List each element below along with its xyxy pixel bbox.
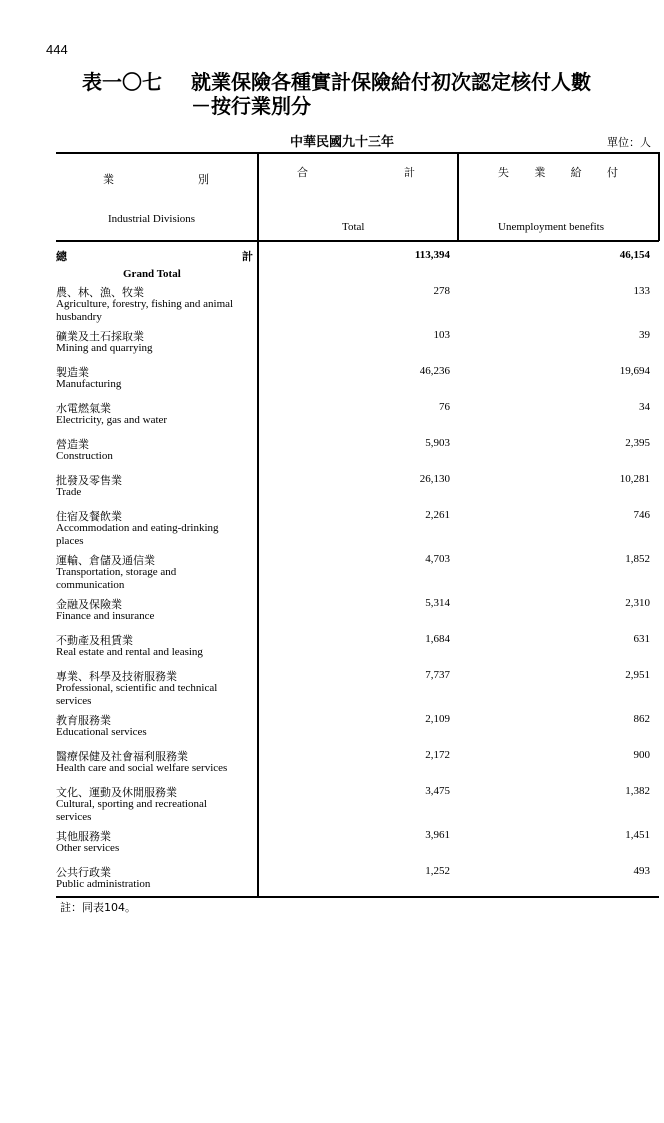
division-zh: 批發及零售業 [56,474,122,487]
division-zh: 製造業 [56,366,89,379]
unit-label: 單位：人 [607,136,651,149]
grand-total-unemployment: 46,154 [619,249,650,261]
division-en: Trade [56,486,82,498]
division-zh: 其他服務業 [56,830,111,843]
division-en: Agriculture, forestry, fishing and animal husbandry [56,298,234,323]
unemployment-value: 1,852 [625,553,650,565]
unemployment-value: 493 [633,865,650,877]
division-en: Electricity, gas and water [56,414,168,426]
header-unemployment-en: Unemployment benefits [498,221,605,233]
table-top-rule [56,152,659,154]
page-subtitle: －按行業別分 [191,94,311,118]
table-bottom-rule [56,896,659,898]
division-en: Mining and quarrying [56,342,153,354]
division-en: Transportation, storage and communication [56,566,177,591]
division-en: Construction [56,450,113,462]
unemployment-value: 39 [639,329,650,341]
unemployment-value: 19,694 [619,365,650,377]
unemployment-value: 34 [639,401,650,413]
header-char: 別 [198,173,209,186]
division-zh: 公共行政業 [56,866,111,879]
header-char: 失 [498,166,509,179]
division-zh: 農、林、漁、牧業 [56,286,144,299]
division-zh: 專業、科學及技術服務業 [56,670,177,683]
column-divider [457,152,459,241]
header-total-en: Total [342,221,365,233]
total-value: 1,684 [425,633,450,645]
division-zh: 水電燃氣業 [56,402,111,415]
grand-total-zh: 總 [56,250,67,263]
header-division-zh [103,171,209,187]
total-value: 3,961 [425,829,450,841]
total-value: 7,737 [425,669,450,681]
total-value: 2,172 [425,749,450,761]
total-value: 2,261 [425,509,450,521]
header-unemployment-zh [498,164,618,180]
total-value: 278 [433,285,450,297]
division-en: Other services [56,842,120,854]
grand-total-en: Grand Total [123,268,181,280]
division-en: Accommodation and eating-drinking places [56,522,219,547]
division-en: Educational services [56,726,147,738]
division-zh: 不動產及租賃業 [56,634,133,647]
unemployment-value: 746 [633,509,650,521]
total-value: 4,703 [425,553,450,565]
unemployment-value: 10,281 [619,473,650,485]
column-divider [658,152,660,241]
division-en: Manufacturing [56,378,122,390]
total-value: 5,903 [425,437,450,449]
header-char: 計 [404,166,415,179]
header-char: 合 [297,166,308,179]
total-value: 2,109 [425,713,450,725]
unemployment-value: 133 [633,285,650,297]
total-value: 76 [439,401,450,413]
total-value: 5,314 [425,597,450,609]
total-value: 1,252 [425,865,450,877]
header-total-zh [297,164,415,180]
unemployment-value: 1,451 [625,829,650,841]
division-zh: 礦業及土石採取業 [56,330,144,343]
division-en: Real estate and rental and leasing [56,646,203,658]
division-zh: 教育服務業 [56,714,111,727]
header-bottom-rule [56,240,659,242]
unemployment-value: 900 [633,749,650,761]
division-en: Public administration [56,878,151,890]
division-zh: 營造業 [56,438,89,451]
unemployment-value: 2,310 [625,597,650,609]
division-en: Cultural, sporting and recreational services [56,798,207,823]
footnote: 註：同表104。 [60,901,136,914]
division-zh: 運輸、倉儲及通信業 [56,554,155,567]
page-title: 就業保險各種實計保險給付初次認定核付人數 [191,70,591,94]
division-en: Finance and insurance [56,610,155,622]
table-number: 表一〇七 [82,70,162,94]
column-divider [257,152,259,897]
total-value: 3,475 [425,785,450,797]
year-label: 中華民國九十三年 [290,135,395,150]
division-zh: 金融及保險業 [56,598,122,611]
unemployment-value: 862 [633,713,650,725]
unemployment-value: 2,951 [625,669,650,681]
header-division-en: Industrial Divisions [108,213,196,225]
header-char: 業 [534,166,546,179]
division-zh: 文化、運動及休閒服務業 [56,786,177,799]
division-en: Health care and social welfare services [56,762,228,774]
page-number: 444 [46,42,68,57]
header-char: 給 [570,166,582,179]
grand-total-value: 113,394 [414,249,450,261]
total-value: 26,130 [419,473,450,485]
unemployment-value: 2,395 [625,437,650,449]
total-value: 103 [433,329,450,341]
unemployment-value: 631 [633,633,650,645]
header-char: 付 [606,166,618,179]
unemployment-value: 1,382 [625,785,650,797]
grand-total-zh: 計 [242,250,253,263]
division-en: Professional, scientific and technical services [56,682,218,707]
division-zh: 住宿及餐飲業 [56,510,122,523]
header-char: 業 [103,173,114,186]
total-value: 46,236 [419,365,450,377]
division-zh: 醫療保健及社會福利服務業 [56,750,188,763]
